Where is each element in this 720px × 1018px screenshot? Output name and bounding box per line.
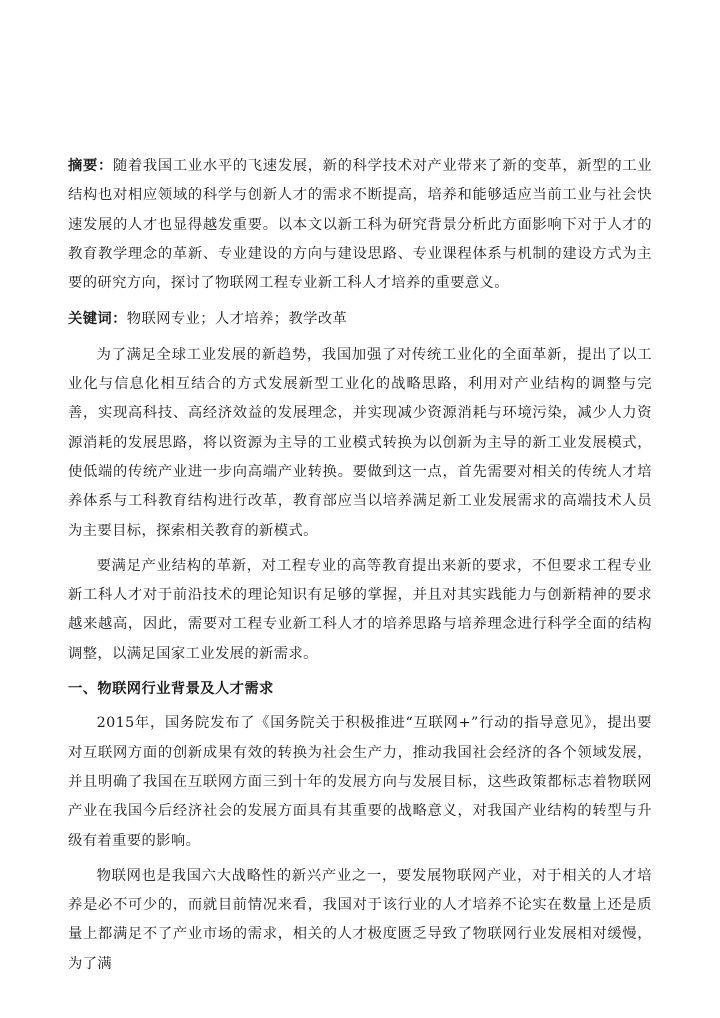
abstract-text: 随着我国工业水平的飞速发展，新的科学技术对产业带来了新的变革，新型的工业结构也对相应领域的科学与创新人才的需求不断提高，培养和能够适应当前工业与社会快速发展的人才也显得越发重要。以本文以新工科为研究背景分析此方面影响下对于人才的教育教学理念的革新、专业建设的方向与建设思路、专业课程体系与机制的建设方式为主要的研究方向，探讨了物联网工程专业新工科人才培养的重要意义。 — [68, 158, 652, 292]
section-heading: 一、物联网行业背景及人才需求 — [68, 681, 274, 698]
abstract-label: 摘要： — [68, 158, 113, 174]
keywords-label: 关键词： — [68, 311, 127, 328]
keywords-paragraph — [68, 305, 652, 334]
document-page — [68, 152, 652, 979]
keywords-text: 物联网专业；人才培养；教学改革 — [126, 311, 348, 328]
abstract-paragraph — [68, 152, 652, 298]
intro-paragraph-1: 为了满足全球工业发展的新趋势，我国加强了对传统工业化的全面革新，提出了以工业化与信息化相互结合的方式发展新型工业化的战略思路，利用对产业结构的调整与完善，实现高科技、高经济效益的发展理念，并实现减少资源消耗与环境污染，减少人力资源消耗的发展思路，将以资源为主导的工业模式转换为以创新为主导的新工业发展模式，使低端的传统产业进一步向高端产业转换。要做到这一点，首先需要对相关的传统人才培养体系与工科教育结构进行改革，教育部应当以培养满足新工业发展需求的高端技术人员为主要目标，探索相关教育的新模式。 — [68, 346, 652, 539]
intro-paragraph-2: 要满足产业结构的革新，对工程专业的高等教育提出来新的要求，不但要求工程专业新工科人才对于前沿技术的理论知识有足够的掌握，并且对其实践能力与创新精神的要求越来越高，因此，需要对工程专业新工科人才的培养思路与培养理念进行科学全面的结构调整，以满足国家工业发展的新需求。 — [68, 557, 652, 662]
section-paragraph-2: 物联网也是我国六大战略性的新兴产业之一，要发展物联网产业，对于相关的人才培养是必不可少的，而就目前情况来看，我国对于该行业的人才培养不论实在数量上还是质量上都满足不了产业市场的需求，相关的人才极度匮乏导致了物联网行业发展相对缓慢，为了满 — [68, 867, 652, 972]
section-paragraph-1: 2015年，国务院发布了《国务院关于积极推进“互联网+”行动的指导意见》，提出要对互联网方面的创新成果有效的转换为社会生产力，推动我国社会经济的各个领域发展，并且明确了我国在互联网方面三到十年的发展方向与发展目标，这些政策都标志着物联网产业在我国今后经济社会的发展方面具有其重要的战略意义，对我国产业结构的转型与升级有着重要的影响。 — [68, 715, 652, 849]
